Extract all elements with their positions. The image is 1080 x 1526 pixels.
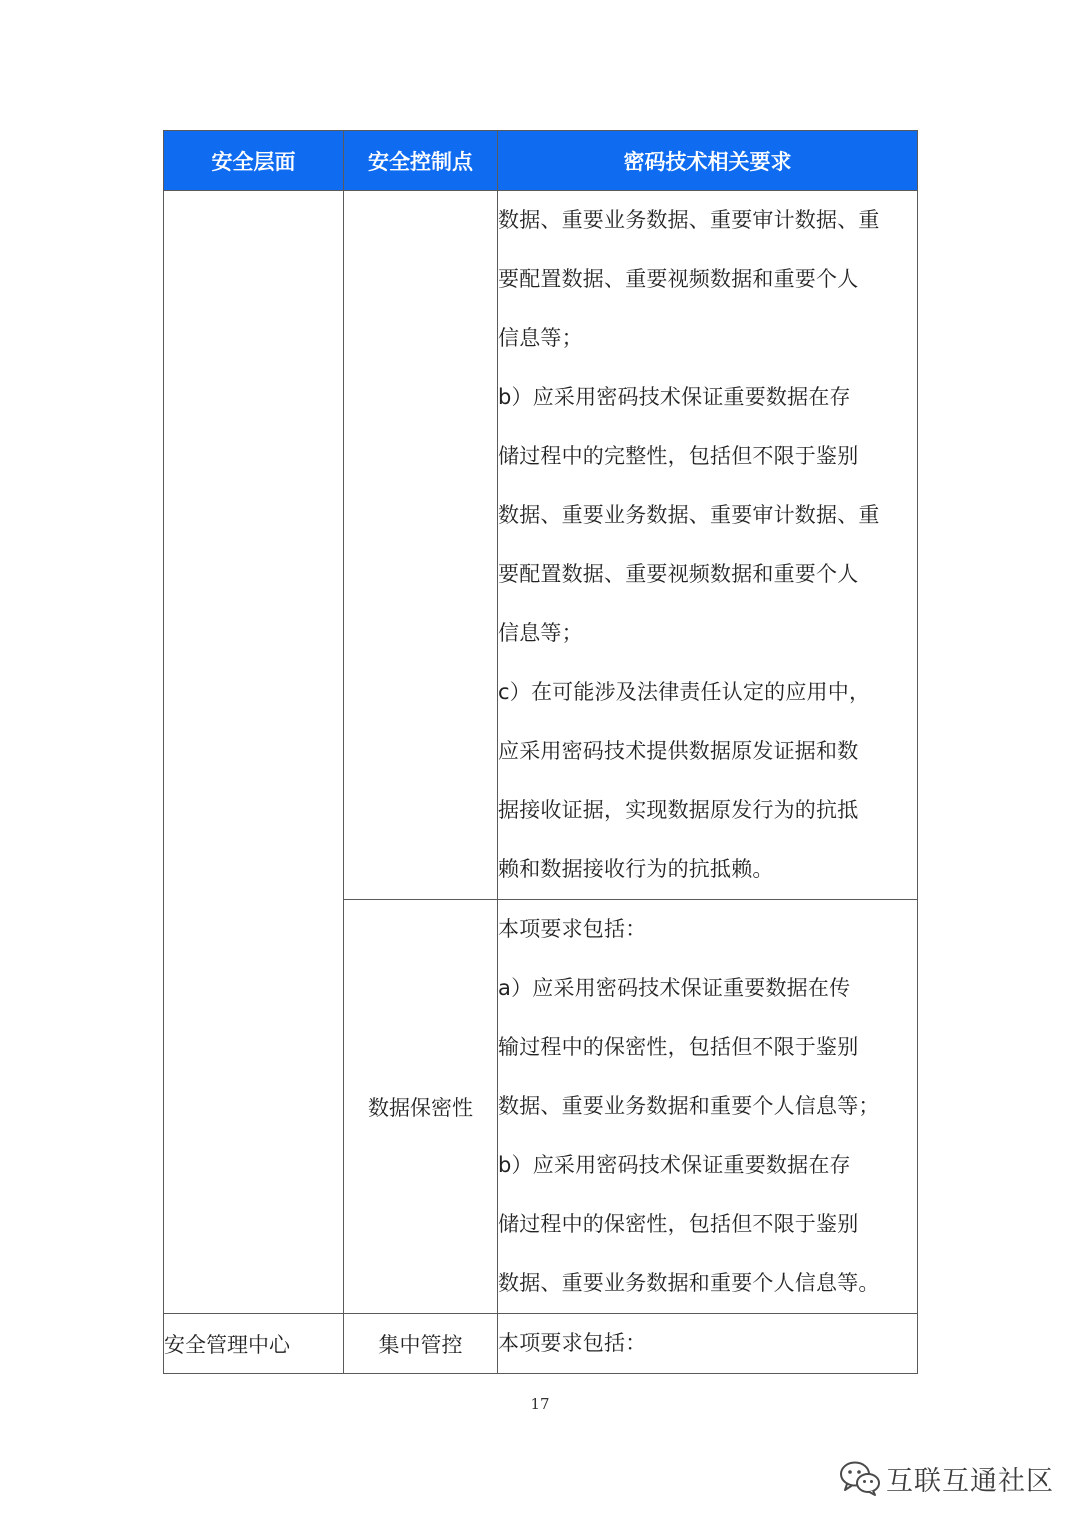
requirement-line: b）应采用密码技术保证重要数据在存 bbox=[498, 1153, 851, 1177]
control-point-cell: 集中管控 bbox=[344, 1314, 498, 1374]
requirement-line: c）在可能涉及法律责任认定的应用中， bbox=[498, 680, 871, 704]
requirement-cell bbox=[498, 1314, 918, 1374]
requirement-lines bbox=[498, 191, 917, 899]
requirement-line: 信息等； bbox=[498, 621, 583, 645]
requirement-line: 数据、重要业务数据和重要个人信息等； bbox=[498, 1094, 880, 1118]
requirement-line: 数据、重要业务数据和重要个人信息等。 bbox=[498, 1271, 880, 1295]
header-crypto-requirements: 密码技术相关要求 bbox=[498, 131, 918, 191]
control-point-cell bbox=[344, 191, 498, 900]
requirement-line: 储过程中的完整性，包括但不限于鉴别 bbox=[498, 444, 859, 468]
requirement-lines bbox=[498, 900, 917, 1313]
requirement-cell bbox=[498, 900, 918, 1314]
control-point-cell: 数据保密性 bbox=[344, 900, 498, 1314]
requirement-line: 赖和数据接收行为的抗抵赖。 bbox=[498, 857, 774, 881]
requirement-line: 本项要求包括： bbox=[498, 1331, 647, 1355]
watermark-text: 互联互通社区 bbox=[886, 1465, 1054, 1497]
watermark bbox=[838, 1458, 1054, 1498]
requirement-line: 要配置数据、重要视频数据和重要个人 bbox=[498, 562, 859, 586]
requirements-table bbox=[163, 130, 918, 1374]
table-row bbox=[164, 191, 918, 900]
page-number: 17 bbox=[530, 1395, 550, 1413]
header-control-point: 安全控制点 bbox=[344, 131, 498, 191]
layer-cell bbox=[164, 191, 344, 1314]
requirement-line: 应采用密码技术提供数据原发证据和数 bbox=[498, 739, 859, 763]
requirement-line: 储过程中的保密性，包括但不限于鉴别 bbox=[498, 1212, 859, 1236]
requirement-line: 据接收证据，实现数据原发行为的抗抵 bbox=[498, 798, 859, 822]
requirement-line: 要配置数据、重要视频数据和重要个人 bbox=[498, 267, 859, 291]
header-security-layer: 安全层面 bbox=[164, 131, 344, 191]
requirement-cell bbox=[498, 191, 918, 900]
requirement-line: a）应采用密码技术保证重要数据在传 bbox=[498, 976, 851, 1000]
wechat-icon bbox=[838, 1458, 882, 1498]
requirement-line: 输过程中的保密性，包括但不限于鉴别 bbox=[498, 1035, 859, 1059]
layer-cell: 安全管理中心 bbox=[164, 1314, 344, 1374]
requirement-lines bbox=[498, 1314, 917, 1373]
requirement-line: 本项要求包括： bbox=[498, 917, 647, 941]
requirement-line: 数据、重要业务数据、重要审计数据、重 bbox=[498, 503, 880, 527]
requirement-line: b）应采用密码技术保证重要数据在存 bbox=[498, 385, 851, 409]
table-row bbox=[164, 1314, 918, 1374]
requirement-line: 信息等； bbox=[498, 326, 583, 350]
requirement-line: 数据、重要业务数据、重要审计数据、重 bbox=[498, 208, 880, 232]
table-header-row bbox=[164, 131, 918, 191]
